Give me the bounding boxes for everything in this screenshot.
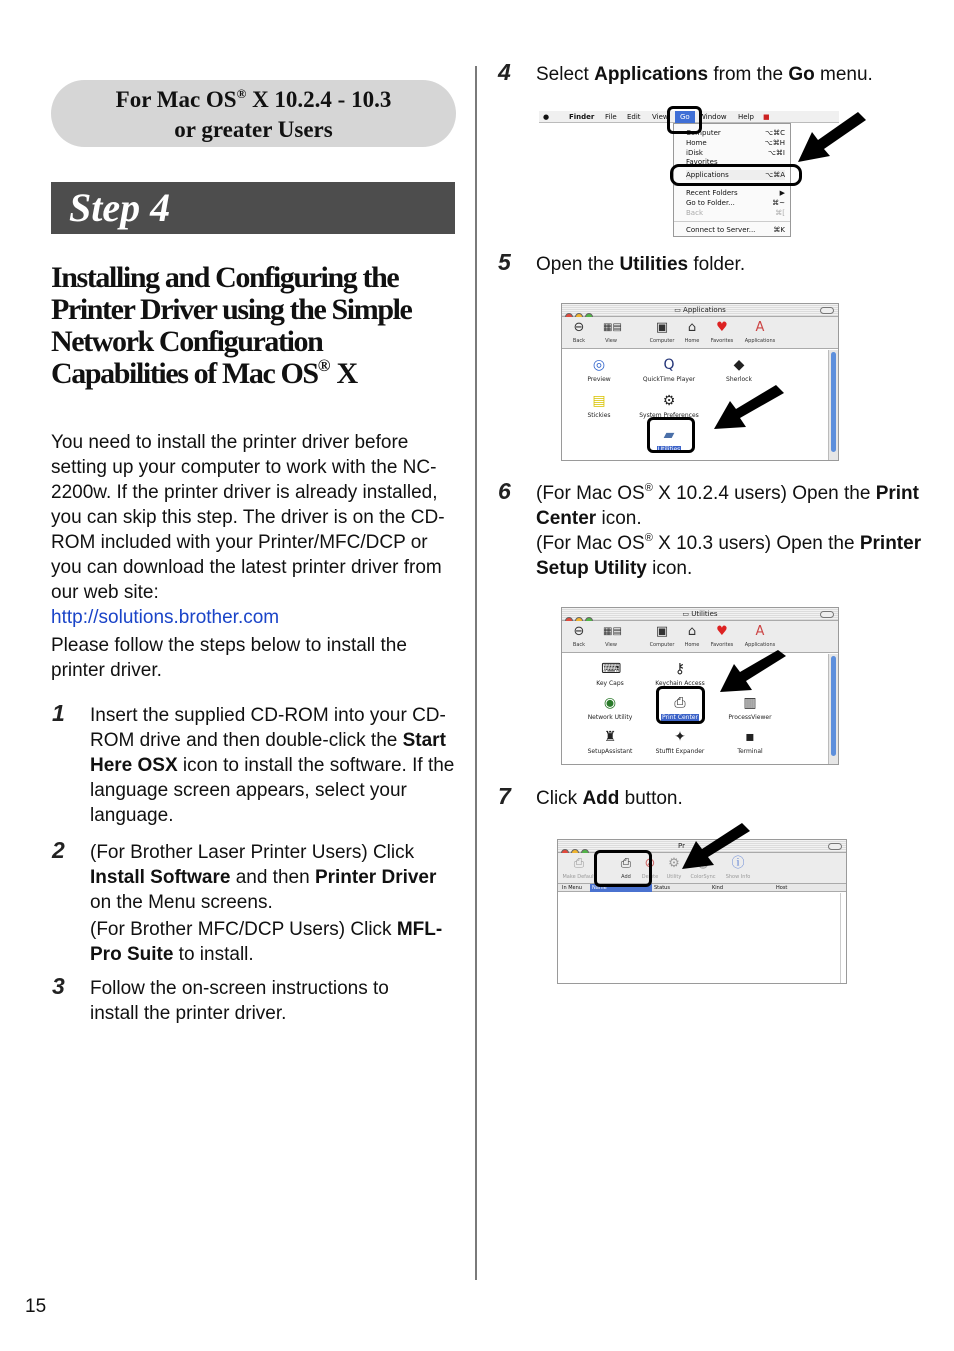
page-number: 15 xyxy=(25,1296,47,1317)
highlight-ring-add xyxy=(594,850,652,887)
menu-go[interactable]: Go xyxy=(675,111,695,123)
intro-paragraph xyxy=(51,430,461,630)
preview-app-icon[interactable]: ◎ Preview xyxy=(587,357,611,383)
column-in-menu[interactable]: In Menu xyxy=(562,885,582,891)
window-titlebar xyxy=(562,608,838,621)
vertical-scrollbar[interactable] xyxy=(828,350,838,460)
system-preferences-app-icon[interactable]: ⚙ System Preferences xyxy=(639,393,699,419)
applications-button[interactable]: A Applications xyxy=(744,624,776,648)
key-caps-app-icon[interactable]: ⌨ Key Caps xyxy=(596,661,624,687)
resize-edge xyxy=(840,893,846,983)
step-2-text: (For Brother Laser Printer Users) Click Install Software and then Printer Driver on the Menu screens. (For Brother MFC/DCP Users) Click MFL-Pro Suite to install. xyxy=(90,842,443,965)
heading-line-end: X xyxy=(330,357,357,390)
pointer-arrow-icon xyxy=(712,385,786,431)
apple-icon[interactable]: ● xyxy=(543,113,550,121)
column-name[interactable]: Name xyxy=(590,884,652,892)
folder-icon: ▭ xyxy=(682,610,692,618)
computer-button[interactable]: ▣ Computer xyxy=(649,320,675,344)
step-7-text: Click Add button. xyxy=(536,788,683,809)
printer-list-body xyxy=(558,893,840,977)
pointer-arrow-icon xyxy=(680,823,752,871)
column-divider xyxy=(475,66,477,1280)
menu-edit[interactable]: Edit xyxy=(627,113,641,121)
flag-icon[interactable]: ■ xyxy=(763,113,770,121)
back-button[interactable]: ⊖ Back xyxy=(572,320,586,344)
menu-window[interactable]: Window xyxy=(699,113,727,121)
home-button[interactable]: ⌂ Home xyxy=(684,320,700,344)
banner-text-version: X 10.2.4 - 10.3 xyxy=(246,87,392,112)
folder-icon: ▭ xyxy=(674,306,684,314)
step-4-text: Select Applications from the Go menu. xyxy=(536,64,873,85)
brother-solutions-link[interactable]: http://solutions.brother.com xyxy=(51,607,280,628)
menu-item-idisk[interactable]: iDisk ⌥⌘I xyxy=(686,149,785,157)
banner-text-os: For Mac OS xyxy=(115,87,237,112)
finder-toolbar xyxy=(562,317,838,349)
menu-item-go-to-folder[interactable]: Go to Folder... ⌘~ xyxy=(686,199,785,207)
view-button[interactable]: ▦▤ View xyxy=(603,626,622,648)
step-number: 7 xyxy=(498,783,511,809)
window-title: Applications xyxy=(683,306,726,314)
back-button[interactable]: ⊖ Back xyxy=(572,624,586,648)
step-number: 1 xyxy=(52,700,65,726)
heading-line: Printer Driver using the Simple xyxy=(51,293,412,326)
menu-item-favorites[interactable]: Favorites xyxy=(686,158,718,166)
step-3-text: Follow the on-screen instructions to install the printer driver. xyxy=(90,978,389,1024)
setupassistant-app-icon[interactable]: ♜ SetupAssistant xyxy=(587,729,633,755)
quicktime-app-icon[interactable]: Q QuickTime Player xyxy=(642,357,696,383)
registered-mark: ® xyxy=(317,356,331,375)
add-printer-button[interactable]: ⎙ Add xyxy=(620,856,632,880)
pointer-arrow-icon xyxy=(796,112,868,164)
step-number: 6 xyxy=(498,478,511,504)
icon-view xyxy=(562,350,828,460)
colorsync-button[interactable]: ColorSync xyxy=(690,874,716,880)
terminal-app-icon[interactable]: ▪ Terminal xyxy=(737,729,763,755)
sherlock-app-icon[interactable]: ◆ Sherlock xyxy=(726,357,752,383)
registered-mark: ® xyxy=(236,86,247,101)
window-title: Pr xyxy=(678,842,685,850)
stickies-app-icon[interactable]: ▤ Stickies xyxy=(587,393,611,419)
step-title-bar xyxy=(51,182,455,234)
favorites-button[interactable]: ♥ Favorites xyxy=(710,624,734,648)
utilities-folder-icon[interactable]: ▰ Utilities xyxy=(657,427,681,453)
menu-file[interactable]: File xyxy=(605,113,617,121)
menu-item-home[interactable]: Home ⌥⌘H xyxy=(686,139,785,147)
window-titlebar xyxy=(562,304,838,317)
heading-line: Capabilities of Mac OS xyxy=(51,357,318,390)
step-number: 5 xyxy=(498,249,511,275)
menu-finder[interactable]: Finder xyxy=(569,113,595,121)
applications-button[interactable]: A Applications xyxy=(744,320,776,344)
network-utility-app-icon[interactable]: ◉ Network Utility xyxy=(587,695,633,721)
step-6-text: (For Mac OS® X 10.2.4 users) Open the Print Center icon. (For Mac OS® X 10.3 users) Open the Printer Setup Utility icon. xyxy=(536,482,922,579)
menu-item-back: Back ⌘[ xyxy=(686,209,785,217)
menu-view[interactable]: View xyxy=(652,113,669,121)
banner-text-users: or greater Users xyxy=(174,117,333,142)
step-number: 2 xyxy=(52,837,65,863)
column-host[interactable]: Host xyxy=(776,885,788,891)
step-title: Step 4 xyxy=(69,185,171,230)
highlight-ring-print-center xyxy=(656,686,705,724)
column-kind[interactable]: Kind xyxy=(712,885,724,891)
computer-button[interactable]: ▣ Computer xyxy=(649,624,675,648)
section-heading xyxy=(51,262,461,390)
toolbar-toggle-button[interactable] xyxy=(820,611,834,618)
menu-separator xyxy=(674,221,790,222)
pointer-arrow-icon xyxy=(718,650,788,694)
applications-window xyxy=(561,303,839,461)
step-5-text: Open the Utilities folder. xyxy=(536,254,746,275)
follow-paragraph: Please follow the steps below to install the printer driver. xyxy=(51,635,407,681)
step-number: 4 xyxy=(498,59,511,85)
make-default-button[interactable]: ⎙ Make Default xyxy=(562,856,596,880)
menu-help[interactable]: Help xyxy=(738,113,754,121)
highlight-ring-go xyxy=(667,106,702,134)
menu-item-computer[interactable]: Computer ⌥⌘C xyxy=(686,129,785,137)
print-center-app-icon[interactable]: ⎙ Print Center xyxy=(662,695,698,721)
toolbar-toggle-button[interactable] xyxy=(820,307,834,314)
view-button[interactable]: ▦▤ View xyxy=(603,322,622,344)
utility-button[interactable]: ⚙ Utility xyxy=(666,856,682,880)
highlight-ring-applications xyxy=(670,164,802,186)
heading-line: Installing and Configuring the xyxy=(51,261,399,294)
intro-text: You need to install the printer driver before setting up your computer to work with the NC-2200w. If the printer driver is already installed, you can skip this step. The driver is on the CD-ROM included with your Printer/MFC/DCP or you can download the latest printer driver from our web site: xyxy=(51,432,445,603)
processviewer-app-icon[interactable]: ▥ ProcessViewer xyxy=(728,695,772,721)
favorites-button[interactable]: ♥ Favorites xyxy=(710,320,734,344)
delete-button[interactable]: ⊘ Delete xyxy=(641,856,659,880)
menu-item-applications[interactable]: Applications ⌥⌘A xyxy=(686,171,785,179)
step-1-text: Insert the supplied CD-ROM into your CD-ROM drive and then double-click the Start Here OSX icon to install the software. If the language screen appears, select your language. xyxy=(90,705,455,826)
stuffit-expander-app-icon[interactable]: ✦ StuffIt Expander xyxy=(655,729,705,755)
column-status[interactable]: Status xyxy=(654,885,670,891)
user-scope-banner xyxy=(51,80,456,147)
show-info-button[interactable]: ⓘ Show Info xyxy=(725,856,751,880)
step-number: 3 xyxy=(52,973,65,999)
highlight-ring-utilities xyxy=(647,417,695,453)
toolbar-toggle-button[interactable] xyxy=(828,843,842,850)
menu-item-connect-to-server[interactable]: Connect to Server... ⌘K xyxy=(686,226,785,234)
finder-toolbar xyxy=(562,621,838,653)
menu-item-recent-folders[interactable]: Recent Folders ▶ xyxy=(686,189,785,197)
home-button[interactable]: ⌂ Home xyxy=(684,624,700,648)
keychain-access-app-icon[interactable]: ⚷ Keychain Access xyxy=(655,661,705,687)
heading-line: Network Configuration xyxy=(51,325,323,358)
window-title: Utilities xyxy=(691,610,718,618)
vertical-scrollbar[interactable] xyxy=(828,654,838,764)
